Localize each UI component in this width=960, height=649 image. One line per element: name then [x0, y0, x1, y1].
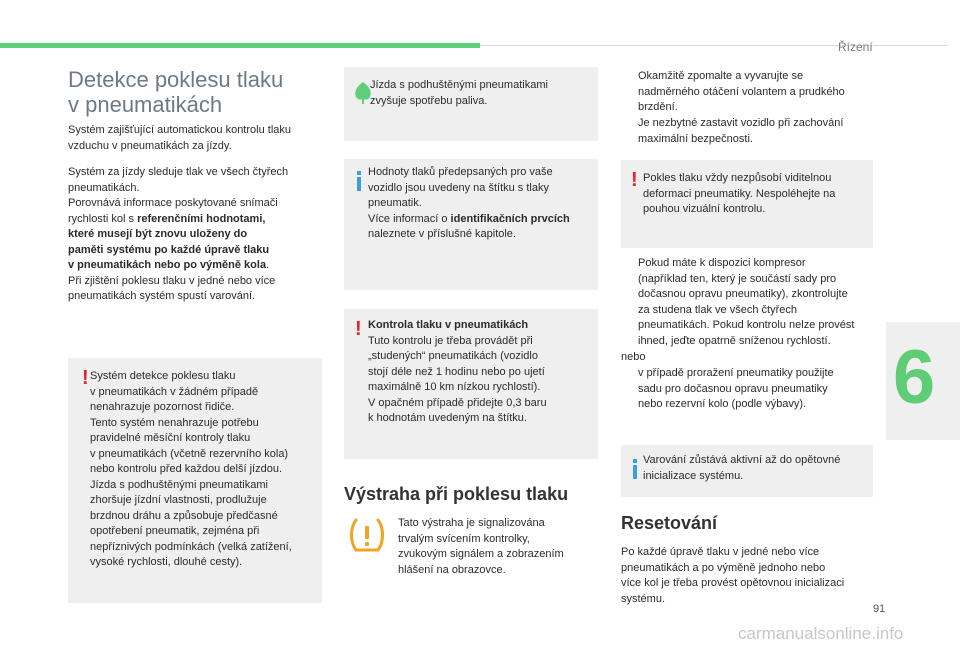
text-line: brzdnou dráhu a způsobuje předčasné — [90, 509, 278, 522]
text-line: v pneumatikách (včetně rezervního kola) — [90, 447, 289, 460]
text-line: maximální bezpečnosti. — [638, 132, 753, 145]
text-line: zhoršuje jízdní vlastnosti, prodlužuje — [90, 494, 267, 506]
warning-text — [90, 369, 320, 571]
list-item-text — [638, 116, 843, 147]
text-line: hlášení na obrazovce. — [398, 563, 506, 576]
eco-text — [370, 78, 596, 109]
text-line: Varování zůstává aktivní až do opětovné — [643, 454, 841, 466]
tire-pressure-warning-icon — [348, 516, 386, 554]
check-box — [344, 309, 598, 459]
bold-text: které musejí být znovu uloženy do — [68, 228, 248, 240]
text-line: v případě proražení pneumatiky použijte — [638, 367, 834, 379]
text-line: maximálně 10 km nízkou rychlostí). — [368, 381, 541, 393]
text-line: Je nezbytné zastavit vozidlo při zachování — [638, 117, 844, 129]
text-line: vzduchu v pneumatikách za jízdy. — [68, 139, 232, 152]
list-item-text — [638, 366, 834, 413]
info-box-middle — [344, 159, 598, 290]
text-line: Systém detekce poklesu tlaku — [90, 370, 236, 382]
warning-exclamation-icon: ! — [355, 318, 362, 340]
text-line: „studených“ pneumatikách (vozidlo — [368, 350, 538, 362]
title-line: v pneumatikách — [68, 92, 223, 117]
text-line: dočasnou opravu pneumatiky), zkontrolujte — [638, 288, 848, 300]
bold-text: referenčními hodnotami, — [137, 212, 266, 225]
text-line: nepříznivých podmínkách (velká zatížení, — [90, 540, 292, 553]
intro-paragraph — [68, 123, 328, 154]
text-line: brzdění. — [638, 101, 678, 113]
warning-exclamation-icon: ! — [82, 367, 89, 389]
text-line: v pneumatikách v žádném případě — [90, 385, 259, 398]
warning-box-right — [621, 160, 873, 248]
text-line: rychlosti kol s — [68, 212, 138, 225]
text-line: vysoké rychlosti, dlouhé cesty). — [90, 556, 243, 568]
text-line: Po každé úpravě tlaku v jedné nebo více — [621, 546, 820, 558]
text-line: k hodnotám uvedeným na štítku. — [368, 412, 527, 424]
text-line: Více informací o — [368, 212, 451, 225]
text-line: (například ten, který je součástí sady pro — [638, 272, 837, 285]
text-line: Při zjištění poklesu tlaku v jedné nebo více — [68, 274, 276, 287]
eco-box — [344, 67, 598, 141]
text-line: opotřebení pneumatik, zejména při — [90, 525, 260, 537]
description-paragraph: Systém za jízdy sleduje tlak ve všech čtyřech pneumatikách. Porovnává informace poskytované snímači rychlosti kol s referenčními hodnotami, které musejí být znovu uloženy do paměti systému po každé úpravě tlaku v pneumatikách nebo po výměně kola. Při zjištění poklesu tlaku v jedné nebo více pneumatikách systém spustí varování. — [68, 166, 289, 302]
info-text — [643, 453, 871, 484]
bold-text: paměti systému po každé úpravě tlaku — [68, 243, 270, 256]
list-item-text — [638, 256, 881, 349]
bold-text: identifikačních prvcích — [450, 212, 570, 225]
text-line: Porovnává informace poskytované snímači — [68, 197, 278, 209]
list-item-text — [638, 69, 845, 116]
check-text — [368, 318, 596, 427]
text-line: Systém za jízdy sleduje tlak ve všech čtyřech — [68, 166, 289, 178]
text-line: pneumatikách. Pokud kontrolu nelze provést — [638, 319, 855, 331]
title-line: Detekce poklesu tlaku — [68, 67, 284, 92]
section-label: Řízení — [838, 40, 873, 54]
alert-text — [398, 516, 598, 578]
info-text — [368, 165, 596, 243]
text-line: vozidlo jsou uvedeny na štítku s tlaky — [368, 181, 549, 194]
text-line: pneumatikách a po výměně jednoho nebo — [621, 561, 826, 574]
page-number: 91 — [873, 603, 886, 615]
text-line: Tuto kontrolu je třeba provádět při — [368, 334, 533, 347]
text-line: systému. — [621, 592, 666, 605]
watermark: carmanualsonline.info — [738, 624, 904, 643]
warning-box-left — [68, 358, 322, 603]
text-line: trvalým svícením kontrolky, — [398, 532, 530, 545]
text-line: naleznete v příslušné kapitole. — [368, 228, 516, 240]
text-line: nenahrazuje pozornost řidiče. — [90, 401, 235, 413]
reset-heading: Resetování — [621, 513, 718, 533]
text-line: deformaci pneumatiky. Nespoléhejte na — [643, 187, 836, 200]
text-line: pneumatikách. — [68, 181, 140, 194]
text-line: Tato výstraha je signalizována — [398, 517, 545, 529]
text-line: nebo kontrolu před každou delší jízdou. — [90, 463, 283, 475]
bold-text: v pneumatikách nebo po výměně kola — [68, 259, 267, 271]
text-line: pravidelné měsíční kontroly tlaku — [90, 432, 251, 444]
text-line: pouhou vizuální kontrolu. — [643, 203, 766, 215]
text-line: Tento systém nenahrazuje potřebu — [90, 416, 259, 429]
text-line: za studena tlak ve všech čtyřech — [638, 303, 797, 316]
header-divider — [480, 45, 948, 46]
text-line: sadu pro dočasnou opravu pneumatiky — [638, 382, 828, 395]
reset-text — [621, 545, 881, 607]
warning-text — [643, 171, 871, 218]
text-line: Pokud máte k dispozici kompresor — [638, 257, 806, 269]
alert-heading: Výstraha při poklesu tlaku — [344, 484, 569, 504]
text-line: nadměrného otáčení volantem a prudkého — [638, 85, 845, 98]
text-line: Hodnoty tlaků předepsaných pro vaše — [368, 166, 553, 178]
text-line: inicializace systému. — [643, 469, 744, 482]
text-line: zvukovým signálem a zobrazením — [398, 548, 564, 560]
text-line: Pokles tlaku vždy nezpůsobí viditelnou — [643, 172, 832, 184]
warning-exclamation-icon: ! — [631, 169, 638, 191]
info-box-right — [621, 445, 873, 497]
or-text: nebo — [621, 351, 646, 363]
check-title: Kontrola tlaku v pneumatikách — [368, 319, 529, 331]
text-line: pneumatikách systém spustí varování. — [68, 290, 256, 302]
text-line: Okamžitě zpomalte a vyvarujte se — [638, 70, 804, 82]
text-line: ihned, jeďte opatrně sníženou rychlostí. — [638, 334, 831, 347]
header-accent-bar — [0, 43, 480, 48]
chapter-number: 6 — [893, 335, 936, 420]
text-line: Jízda s podhuštěnými pneumatikami — [370, 79, 548, 91]
text-line: V opačném případě přidejte 0,3 baru — [368, 396, 547, 409]
text-line: Systém zajišťující automatickou kontrolu tlaku — [68, 124, 291, 136]
text-line: stojí déle než 1 hodinu nebo po ujetí — [368, 365, 545, 378]
text-line: nebo rezervní kolo (podle výbavy). — [638, 398, 807, 410]
page-title — [68, 67, 328, 117]
text-line: více kol je třeba provést opětovnou inicializaci — [621, 577, 845, 589]
text-line: Jízda s podhuštěnými pneumatikami — [90, 478, 268, 491]
text-line: zvyšuje spotřebu paliva. — [370, 94, 488, 107]
text-line: pneumatik. — [368, 197, 422, 209]
